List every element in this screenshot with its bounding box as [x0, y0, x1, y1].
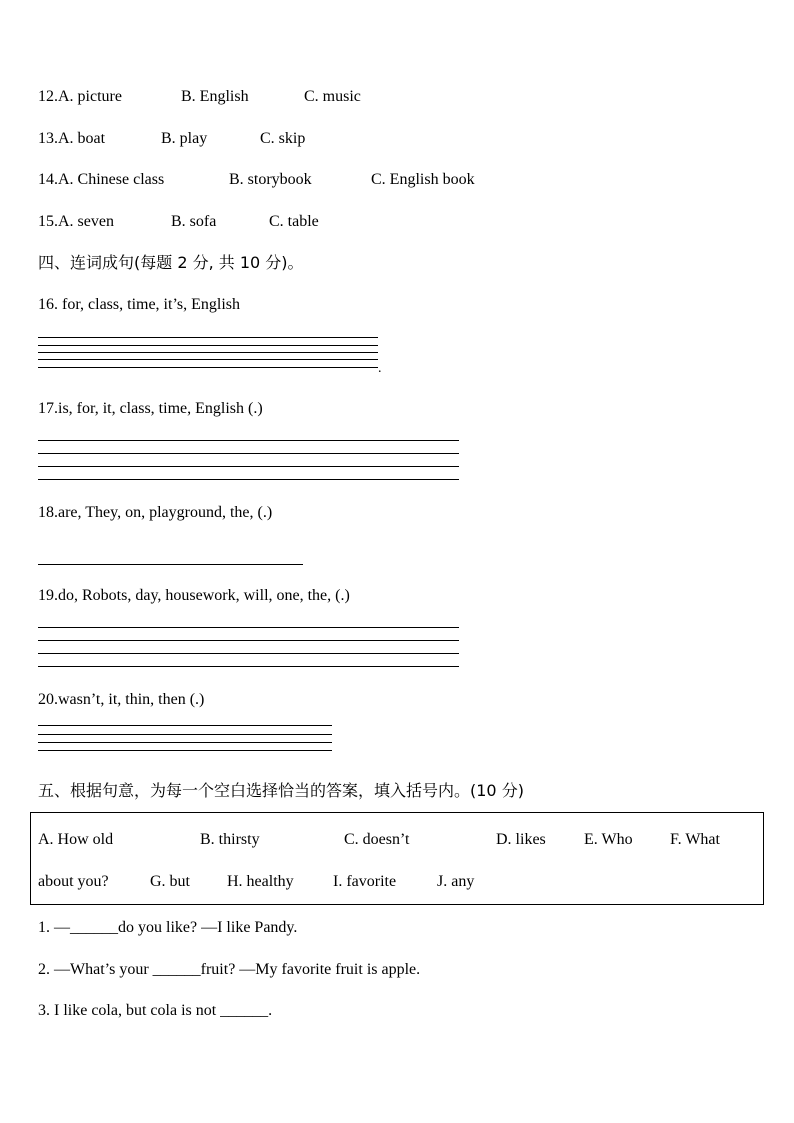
answer-line	[38, 564, 303, 565]
answer-line	[38, 640, 459, 641]
choice-c: C. doesn’t	[344, 831, 410, 848]
question-13-option-b: B. play	[161, 130, 208, 147]
sentence-2: 2. —What’s your ______fruit? —My favorite fruit is apple.	[38, 961, 421, 978]
choice-g: G. but	[150, 873, 190, 890]
answer-line	[38, 359, 378, 360]
choice-h: H. healthy	[227, 873, 294, 890]
section-5-title: 五、根据句意，为每一个空白选择恰当的答案，填入括号内。(10 分)	[38, 781, 524, 800]
question-16: 16. for, class, time, it’s, English	[38, 296, 241, 313]
answer-line	[38, 742, 332, 743]
answer-line	[38, 337, 378, 338]
choice-f-continued: about you?	[38, 873, 109, 890]
question-17: 17.is, for, it, class, time, English (.)	[38, 400, 263, 417]
question-14-option-a: 14.A. Chinese class	[38, 171, 165, 188]
sentence-3: 3. I like cola, but cola is not ______.	[38, 1002, 273, 1019]
section-4-title: 四、连词成句(每题 2 分, 共 10 分)。	[38, 253, 304, 272]
question-19: 19.do, Robots, day, housework, will, one, the, (.)	[38, 587, 350, 604]
choice-e: E. Who	[584, 831, 633, 848]
question-14-option-c: C. English book	[371, 171, 475, 188]
question-18: 18.are, They, on, playground, the, (.)	[38, 504, 273, 521]
question-13-option-a: 13.A. boat	[38, 130, 106, 147]
question-16-period: .	[378, 361, 382, 376]
answer-line	[38, 734, 332, 735]
question-15-option-a: 15.A. seven	[38, 213, 114, 230]
question-12-option-c: C. music	[304, 88, 361, 105]
question-12-option-a: 12.A. picture	[38, 88, 122, 105]
answer-line	[38, 750, 332, 751]
choices-box	[30, 812, 764, 905]
choice-i: I. favorite	[333, 873, 397, 890]
answer-line	[38, 666, 459, 667]
question-13-option-c: C. skip	[260, 130, 306, 147]
answer-line	[38, 367, 378, 368]
answer-line	[38, 479, 459, 480]
choice-b: B. thirsty	[200, 831, 260, 848]
answer-line	[38, 345, 378, 346]
question-12	[38, 87, 361, 107]
answer-line	[38, 653, 459, 654]
answer-line	[38, 352, 378, 353]
question-15-option-b: B. sofa	[171, 213, 217, 230]
question-15	[38, 212, 319, 232]
choice-j: J. any	[437, 873, 475, 890]
question-14-option-b: B. storybook	[229, 171, 312, 188]
answer-line	[38, 440, 459, 441]
answer-line	[38, 725, 332, 726]
answer-line	[38, 453, 459, 454]
sentence-1: 1. —______do you like? —I like Pandy.	[38, 919, 298, 936]
question-13	[38, 129, 306, 149]
question-12-option-b: B. English	[181, 88, 249, 105]
choice-f: F. What	[670, 831, 720, 848]
answer-line	[38, 466, 459, 467]
choice-a: A. How old	[38, 831, 114, 848]
choice-d: D. likes	[496, 831, 546, 848]
question-20: 20.wasn’t, it, thin, then (.)	[38, 691, 205, 708]
answer-line	[38, 627, 459, 628]
question-14	[38, 170, 475, 190]
question-15-option-c: C. table	[269, 213, 319, 230]
